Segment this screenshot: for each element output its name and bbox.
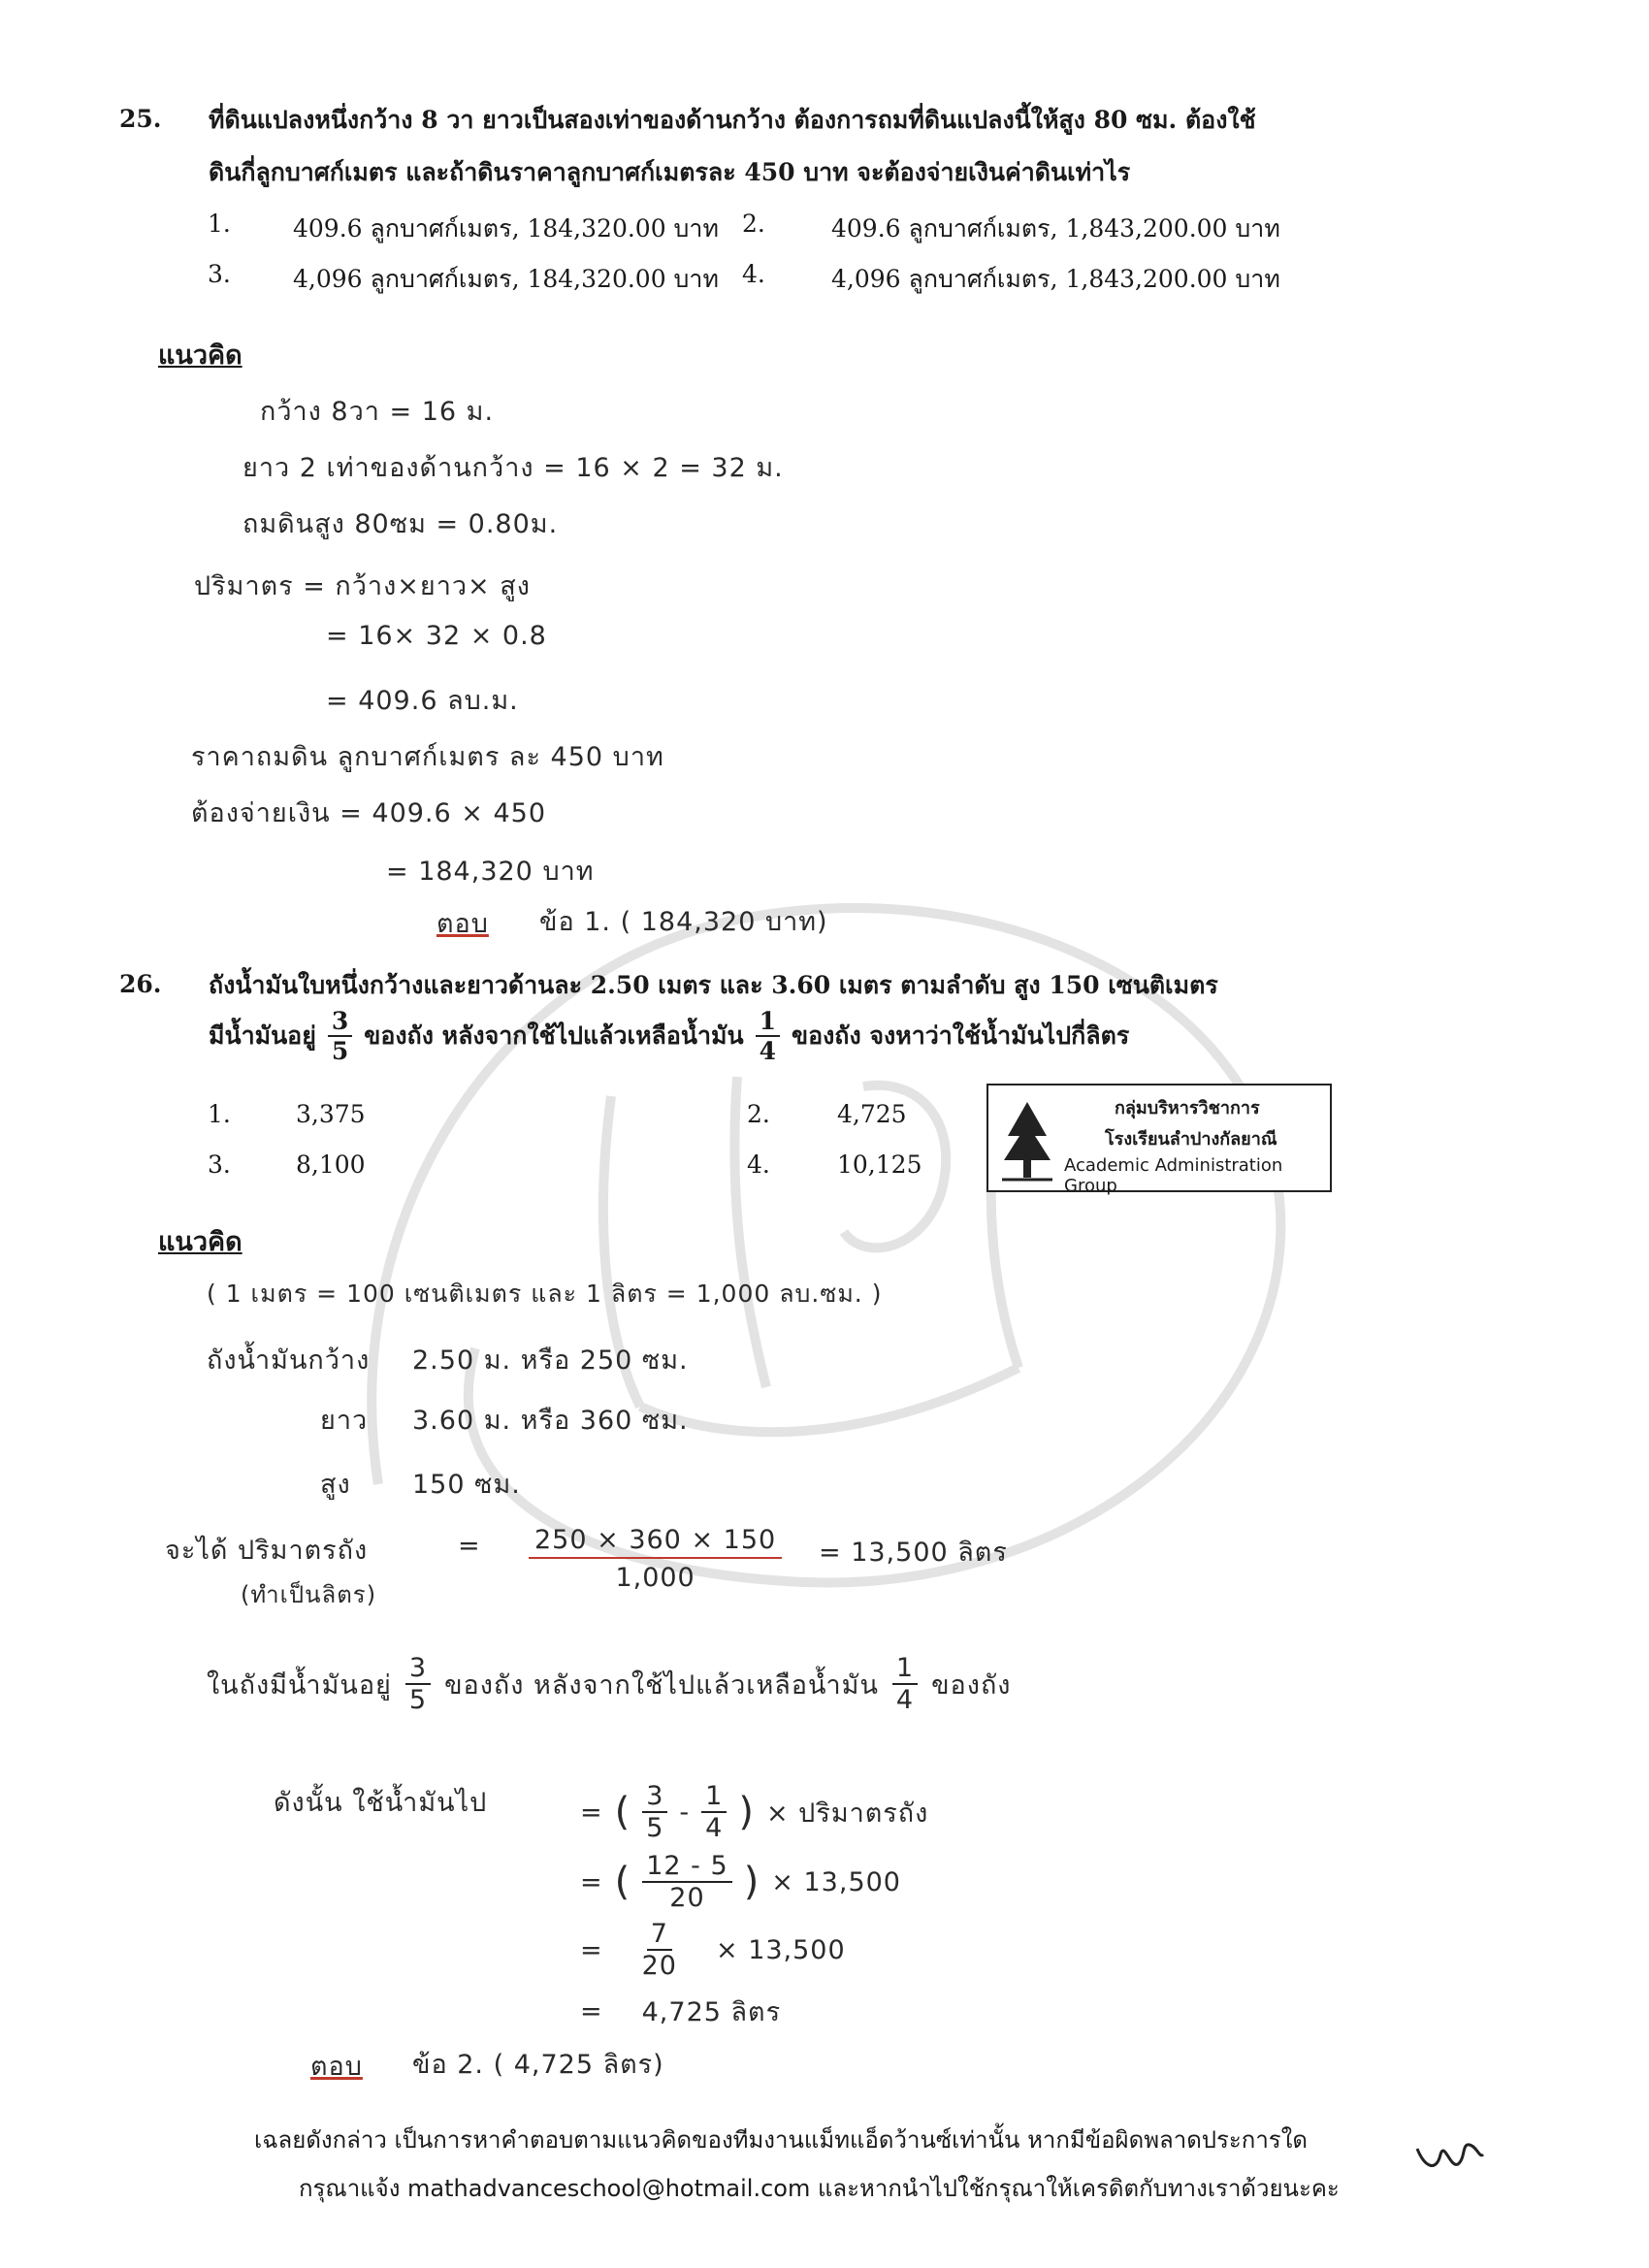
q26-calc1-minus: - (679, 1797, 691, 1828)
q26-calc2-open-paren: ( (614, 1860, 631, 1904)
q26-work-height-value: 150 ซม. (412, 1470, 521, 1500)
q26-answer-label: ตอบ (310, 2052, 363, 2082)
q25-answer-label: ตอบ (436, 909, 489, 939)
stamp-line1: กลุ่มบริหารวิชาการ (1115, 1098, 1260, 1118)
q25-work-volume-sub: = 16× 32 × 0.8 (326, 621, 547, 651)
q25-work-volume-formula: ปริมาตร = กว้าง×ยาว× สูง (194, 571, 531, 601)
q26-calc2-frac (642, 1853, 731, 1911)
footer-line2: กรุณาแจ้ง mathadvanceschool@hotmail.com และหากนำไปใช้กรุณาให้เครดิตกับทางเราด้วยนะคะ (299, 2175, 1340, 2202)
question-25-number: 25. (119, 105, 162, 133)
q26-calc1-frac-a (642, 1783, 667, 1841)
q26-work-volume-label: จะได้ ปริมาตรถัง (165, 1536, 369, 1566)
q25-work-pay: ต้องจ่ายเงิน = 409.6 × 450 (191, 798, 547, 828)
q25-option-3-text: 4,096 ลูกบาศก์เมตร, 184,320.00 บาท (293, 265, 719, 293)
q26-calc2-post: × 13,500 (771, 1866, 901, 1897)
q26-calc1-frac-b-num: 1 (701, 1783, 727, 1813)
q25-option-2-text: 409.6 ลูกบาศก์เมตร, 1,843,200.00 บาท (831, 214, 1280, 243)
footer-line1: เฉลยดังกล่าว เป็นการหาคำตอบตามแนวคิดของทีมงานแม็ทแอ็ดว้านซ์เท่านั้น หากมีข้อผิดพลาดประการใด (254, 2126, 1308, 2154)
q26-option-2-num: 2. (747, 1100, 770, 1128)
q26-calc2-den: 20 (669, 1883, 705, 1913)
q25-solution-heading: แนวคิด (158, 340, 242, 371)
q26-work-width-value: 2.50 ม. หรือ 250 ซม. (412, 1345, 689, 1376)
q26-option-1-num: 1. (208, 1100, 231, 1128)
q26-work-volume-note: (ทำเป็นลิตร) (241, 1581, 377, 1608)
q26-frac1-denominator: 5 (331, 1037, 349, 1065)
q26-frac2-numerator: 1 (756, 1009, 780, 1037)
q26-work-length-value: 3.60 ม. หรือ 360 ซม. (412, 1406, 689, 1436)
q25-work-width: กว้าง 8วา = 16 ม. (260, 397, 495, 427)
q26-work-calc1 (580, 1783, 928, 1841)
q26-calc2-eq: = (580, 1866, 603, 1897)
stamp-line2: โรงเรียนลำปางกัลยาณี (1105, 1129, 1277, 1150)
q26-work-width-label: ถังน้ำมันกว้าง (207, 1345, 371, 1376)
q26-work-calc4 (580, 1991, 781, 2032)
q26-calc1-post: × ปริมาตรถัง (765, 1798, 929, 1829)
q26-fraction-1-4 (756, 1009, 780, 1063)
q26-work-length-label: ยาว (320, 1406, 369, 1436)
q26-restate-mid: ของถัง หลังจากใช้ไปแล้วเหลือน้ำมัน (444, 1669, 879, 1701)
q26-calc4-eq: = (580, 1996, 603, 2026)
signature-mark (1411, 2129, 1489, 2187)
q25-work-height: ถมดินสูง 80ซม = 0.80ม. (242, 509, 559, 539)
q26-option-2-text: 4,725 (837, 1100, 907, 1128)
q26-work-volume-numerator: 250 × 360 × 150 (529, 1527, 782, 1559)
q26-calc3-post: × 13,500 (715, 1934, 846, 1965)
q26-work-calc2 (580, 1853, 901, 1911)
q26-work-volume-eq-sign: = (458, 1531, 481, 1561)
q26-work-volume-result: = 13,500 ลิตร (819, 1538, 1008, 1568)
q26-frac2-denominator: 4 (759, 1037, 776, 1065)
q26-option-3-text: 8,100 (296, 1150, 366, 1179)
q26-restate-frac2 (892, 1655, 918, 1713)
q26-line2-post: ของถัง จงหาว่าใช้น้ำมันไปกี่ลิตร (792, 1021, 1130, 1050)
q25-work-volume-result: = 409.6 ลบ.ม. (326, 686, 519, 716)
q25-option-4-text: 4,096 ลูกบาศก์เมตร, 1,843,200.00 บาท (831, 265, 1280, 293)
q26-calc2-num: 12 - 5 (642, 1853, 731, 1883)
q25-answer: ข้อ 1. ( 184,320 บาท) (539, 907, 828, 937)
q26-calc3-num: 7 (647, 1921, 672, 1951)
question-26-line1: ถังน้ำมันใบหนึ่งกว้างและยาวด้านละ 2.50 เมตร และ 3.60 เมตร ตามลำดับ สูง 150 เซนติเมตร (209, 971, 1218, 999)
q26-restate-post: ของถัง (931, 1669, 1012, 1701)
q26-work-restate (207, 1655, 1011, 1713)
question-26-line2 (209, 1009, 1129, 1063)
q26-work-volume-fraction (529, 1527, 782, 1591)
q25-option-1-num: 1. (208, 210, 231, 238)
q26-option-4-text: 10,125 (837, 1150, 922, 1179)
q26-work-calc-label: ดังนั้น ใช้น้ำมันไป (274, 1788, 488, 1818)
q26-option-3-num: 3. (208, 1150, 231, 1179)
q26-calc1-frac-a-den: 5 (646, 1813, 664, 1843)
q26-restate-frac1-den: 5 (408, 1685, 428, 1715)
question-25-line1: ที่ดินแปลงหนึ่งกว้าง 8 วา ยาวเป็นสองเท่าของด้านกว้าง ต้องการถมที่ดินแปลงนี้ให้สูง 80 ซม. ต้องใช้ (209, 106, 1256, 134)
q26-calc3-frac (642, 1921, 677, 1979)
tree-emblem-icon (998, 1097, 1056, 1184)
q25-option-3-num: 3. (208, 260, 231, 288)
question-25-line2: ดินกี่ลูกบาศก์เมตร และถ้าดินราคาลูกบาศก์เมตรละ 450 บาท จะต้องจ่ายเงินค่าดินเท่าไร (209, 158, 1131, 186)
q25-option-4-num: 4. (742, 260, 765, 288)
q26-line2-mid: ของถัง หลังจากใช้ไปแล้วเหลือน้ำมัน (364, 1021, 744, 1050)
q26-restate-pre: ในถังมีน้ำมันอยู่ (207, 1669, 392, 1701)
q26-line2-pre: มีน้ำมันอยู่ (209, 1021, 316, 1050)
q26-calc1-frac-b-den: 4 (705, 1813, 724, 1843)
q26-frac1-numerator: 3 (328, 1009, 352, 1037)
stamp-line3: Academic Administration Group (1064, 1155, 1283, 1196)
question-26-number: 26. (119, 970, 162, 998)
q26-option-1-text: 3,375 (296, 1100, 366, 1128)
q26-calc1-frac-a-num: 3 (642, 1783, 667, 1813)
q25-option-2-num: 2. (742, 210, 765, 238)
q26-work-calc3 (580, 1921, 846, 1979)
q26-calc2-close-paren: ) (743, 1860, 760, 1904)
q26-restate-frac1 (405, 1655, 431, 1713)
q25-work-price: ราคาถมดิน ลูกบาศก์เมตร ละ 450 บาท (191, 742, 664, 772)
q26-solution-heading: แนวคิด (158, 1227, 242, 1257)
q26-calc1-close-paren: ) (738, 1790, 755, 1834)
q26-work-units: ( 1 เมตร = 100 เซนติเมตร และ 1 ลิตร = 1,000 ลบ.ซม. ) (207, 1280, 883, 1308)
q26-calc1-open-paren: ( (614, 1790, 631, 1834)
academic-stamp (986, 1084, 1332, 1196)
q26-calc1-eq: = (580, 1797, 603, 1828)
q26-calc1-frac-b (701, 1783, 727, 1841)
q26-calc3-eq: = (580, 1934, 603, 1965)
q25-work-length: ยาว 2 เท่าของด้านกว้าง = 16 × 2 = 32 ม. (242, 453, 784, 483)
q26-restate-frac2-num: 1 (892, 1655, 918, 1685)
q26-option-4-num: 4. (747, 1150, 770, 1179)
q26-answer: ข้อ 2. ( 4,725 ลิตร) (412, 2050, 664, 2080)
q26-work-height-label: สูง (320, 1470, 351, 1500)
q26-calc3-den: 20 (641, 1951, 677, 1981)
q25-option-1-text: 409.6 ลูกบาศก์เมตร, 184,320.00 บาท (293, 214, 719, 243)
q26-restate-frac2-den: 4 (895, 1685, 915, 1715)
q26-restate-frac1-num: 3 (405, 1655, 431, 1685)
q26-work-volume-denominator: 1,000 (615, 1563, 695, 1593)
q25-work-pay-result: = 184,320 บาท (386, 857, 595, 887)
q26-calc4-result: 4,725 ลิตร (641, 1997, 782, 2027)
q26-fraction-3-5 (328, 1009, 352, 1063)
